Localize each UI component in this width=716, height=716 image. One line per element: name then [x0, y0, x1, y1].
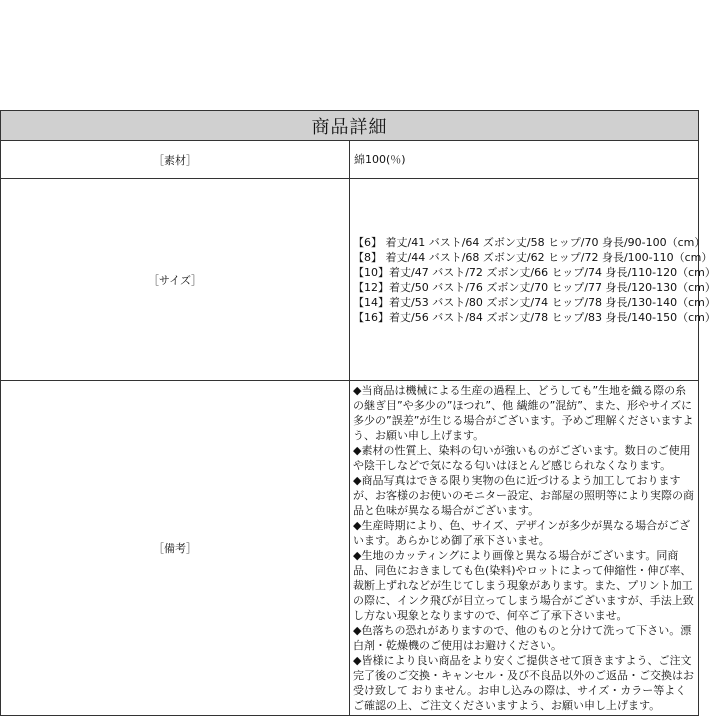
note-item: ◆商品写真はできる限り実物の色に近づけるよう加工しておりますが、お客様のお使いのモニター設定、お部屋の照明等により実際の商品と色味が異なる場合がございます。 — [353, 474, 694, 517]
note-item: ◆当商品は機械による生産の過程上、どうしても”生地を織る際の糸の継ぎ目”や多少の”ほつれ”、他 繊維の”混紡”、また、形やサイズに多少の”誤差”が生じる場合がございます。予めご理解くださいますよう、お願い申し上げます。 — [353, 384, 694, 442]
title-row — [1, 111, 699, 141]
size-label: ［サイズ］ — [1, 179, 350, 381]
material-label: ［素材］ — [1, 141, 350, 179]
note-item: ◆素材の性質上、染料の匂いが強いものがございます。数日のご使用や陰干しなどで気になる匂いはほとんど感じられなくなります。 — [353, 444, 691, 472]
notes-list — [350, 381, 699, 716]
size-list — [350, 179, 716, 381]
size-line: 【8】 着丈/44 バスト/68 ズボン丈/62 ヒップ/72 身長/100-110（cm） — [353, 250, 713, 264]
note-item: ◆生産時期により、色、サイズ、デザインが多少が異なる場合がございます。あらかじめ御了承下さいませ。 — [353, 519, 691, 547]
note-item: ◆皆様により良い商品をより安くご提供させて頂きますよう、ご注文 完了後のご交換・キャンセル・及び不良品以外のご返品・ご交換はお 受け致して おりません。お申し込みの際は、サイズ・カラー等よくご確認の上、ご注文くださいますよう、お願い申し上げます。 — [353, 654, 694, 712]
size-line: 【6】 着丈/41 バスト/64 ズボン丈/58 ヒップ/70 身長/90-100（cm） — [353, 235, 706, 249]
size-line: 【14】着丈/53 バスト/80 ズボン丈/74 ヒップ/78 身長/130-140（cm） — [353, 295, 716, 309]
size-row — [1, 179, 699, 381]
notes-row — [1, 381, 699, 716]
product-detail-table — [0, 110, 716, 716]
size-line: 【12】着丈/50 バスト/76 ズボン丈/70 ヒップ/77 身長/120-130（cm） — [353, 280, 716, 294]
notes-label: ［備考］ — [1, 381, 350, 716]
material-row — [1, 141, 699, 179]
material-value: 綿100(％) — [350, 141, 699, 179]
table-title: 商品詳細 — [1, 111, 699, 141]
size-line: 【10】着丈/47 バスト/72 ズボン丈/66 ヒップ/74 身長/110-120（cm） — [353, 265, 716, 279]
note-item: ◆生地のカッティングにより画像と異なる場合がございます。同商品、同色におきましても色(染料)やロットによって伸縮性・伸び率、裁断上ずれなどが生じてしまう現象があります。また、プリント加工の際に、インク飛びが目立ってしまう場合がございますが、手法上致し方ない現象となりますので、何卒ご了承下さいませ。 — [353, 549, 694, 622]
note-item: ◆色落ちの恐れがありますので、他のものと分けて洗って下さい。漂白剤・乾燥機のご使用はお避けください。 — [353, 624, 692, 652]
size-line: 【16】着丈/56 バスト/84 ズボン丈/78 ヒップ/83 身長/140-150（cm） — [353, 310, 716, 324]
